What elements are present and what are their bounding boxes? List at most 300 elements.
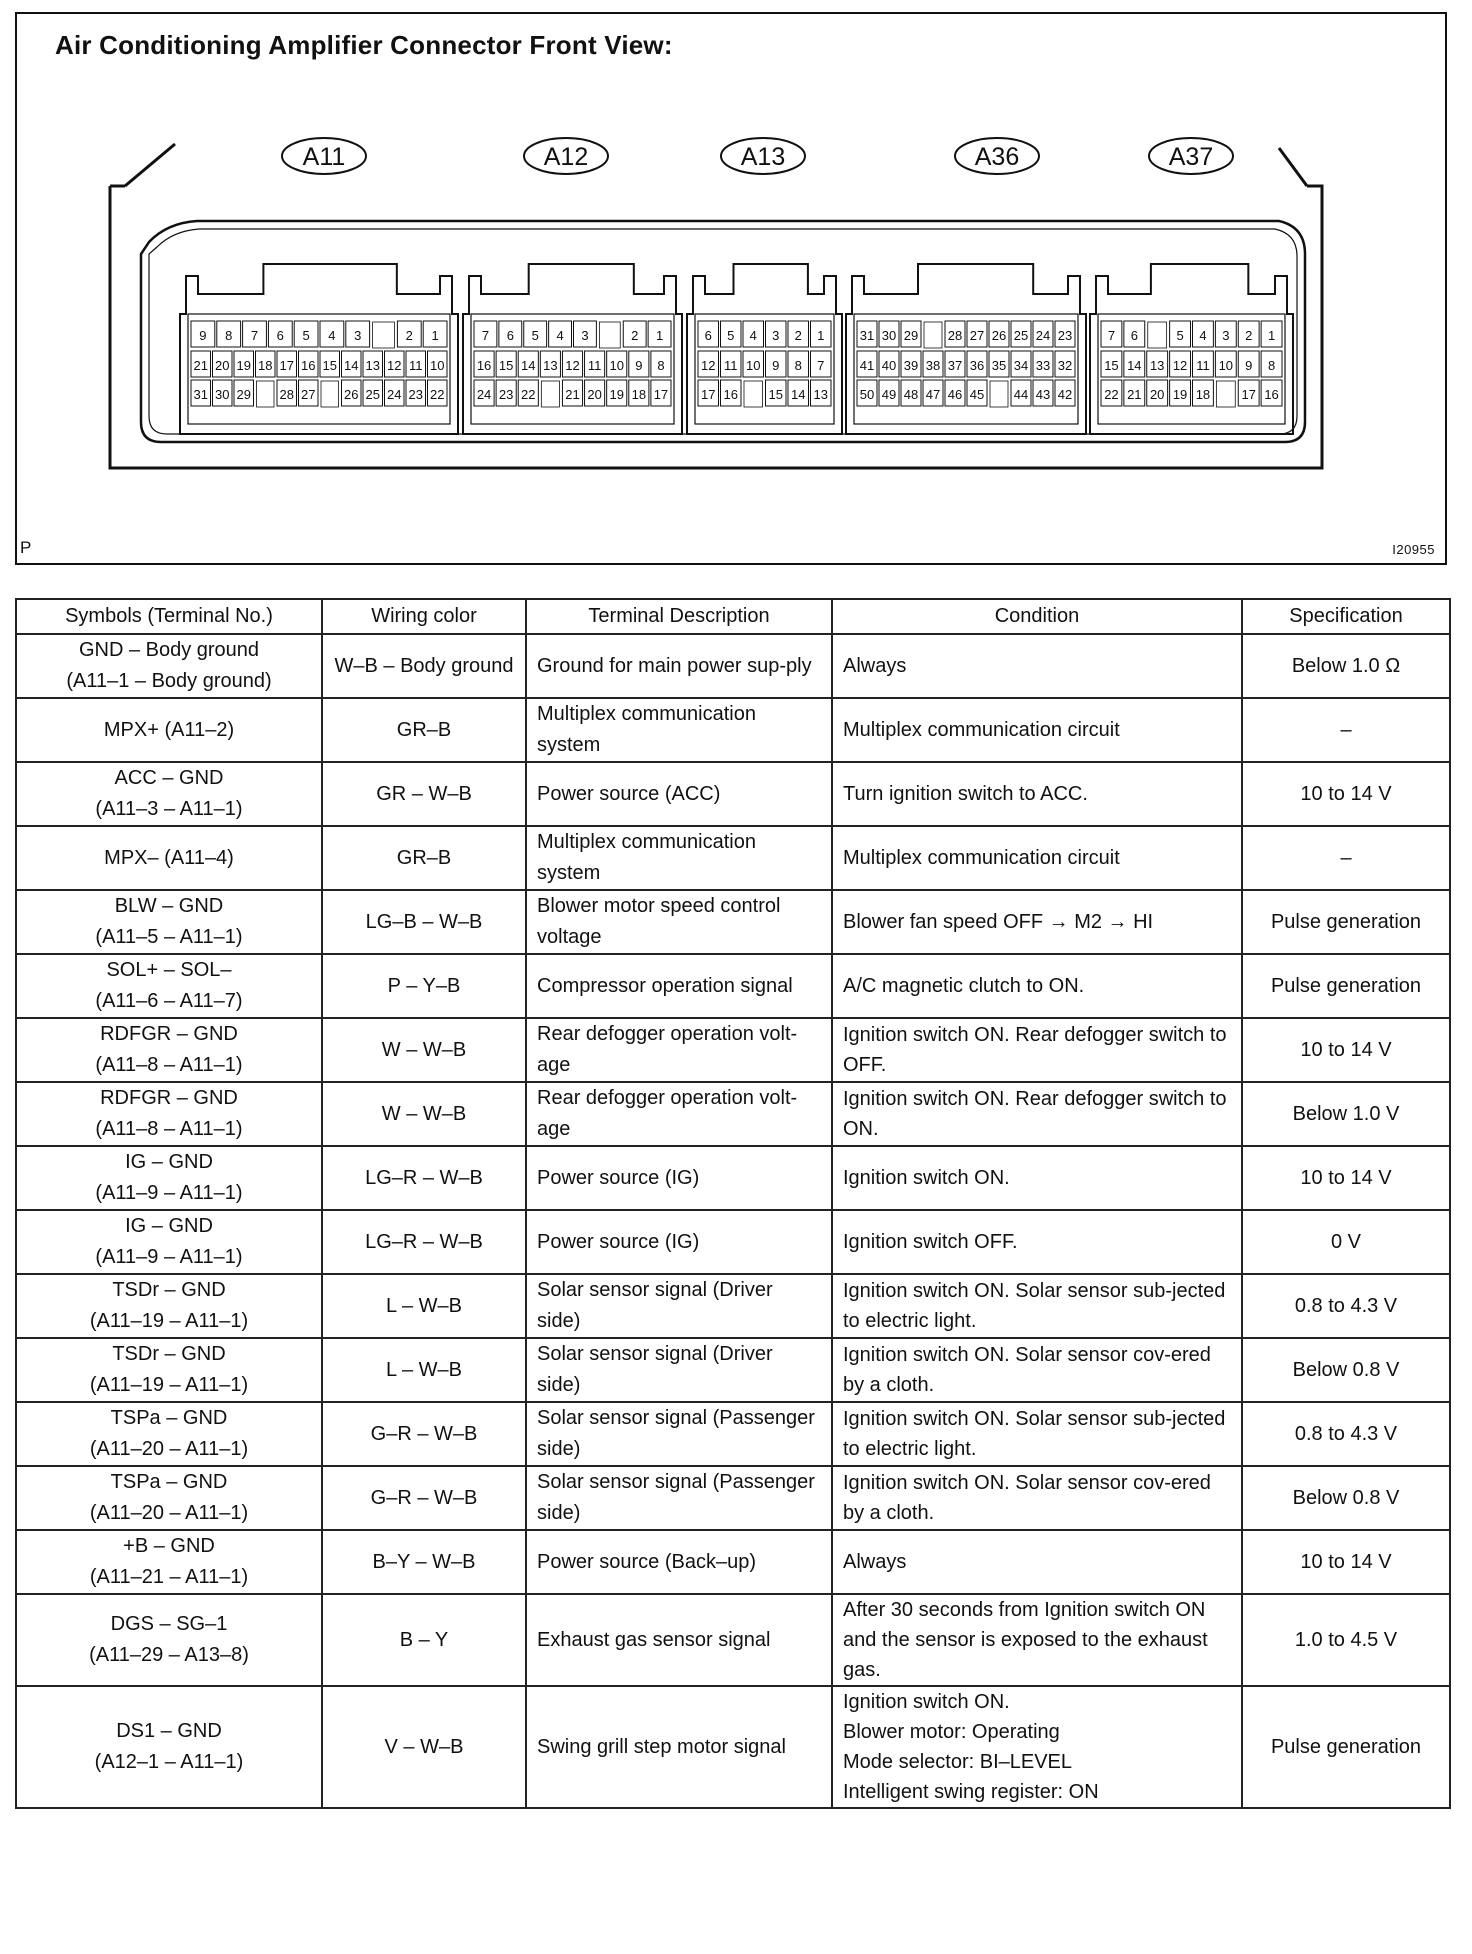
pin-number: 45 bbox=[969, 387, 985, 402]
symbol-line: (A11–9 – A11–1) bbox=[95, 1246, 243, 1268]
cell-terminal-description: Multiplex communication system bbox=[526, 698, 832, 762]
pin-number: 18 bbox=[1195, 387, 1211, 402]
cell-symbol bbox=[16, 1686, 322, 1808]
pin-number: 24 bbox=[387, 387, 402, 402]
cell-specification: – bbox=[1242, 698, 1450, 762]
cell-symbol bbox=[16, 698, 322, 762]
pin-number: 13 bbox=[1149, 358, 1165, 373]
pin-number: 1 bbox=[431, 328, 439, 343]
symbol-line: TSPa – GND bbox=[110, 1471, 228, 1493]
condition-line: Ignition switch ON. Rear defogger switch to ON. bbox=[843, 1088, 1227, 1140]
cell-specification: 10 to 14 V bbox=[1242, 1530, 1450, 1594]
pin-number: 5 bbox=[727, 328, 735, 343]
condition-line: Ignition switch ON. bbox=[843, 1691, 1010, 1713]
cell-wiring-color: W – W–B bbox=[322, 1018, 526, 1082]
cell-condition bbox=[832, 1146, 1242, 1210]
cell-terminal-description: Exhaust gas sensor signal bbox=[526, 1594, 832, 1686]
cell-terminal-description: Solar sensor signal (Driver side) bbox=[526, 1274, 832, 1338]
pin-blank bbox=[744, 381, 763, 407]
figure-code: I20955 bbox=[1392, 542, 1435, 557]
pin-number: 49 bbox=[881, 387, 897, 402]
connector-label: A37 bbox=[1168, 143, 1214, 171]
pin-blank bbox=[990, 381, 1008, 407]
symbol-line: IG – GND bbox=[125, 1151, 213, 1173]
pin-number: 37 bbox=[947, 358, 963, 373]
connector-diagram bbox=[17, 14, 1445, 563]
table-row bbox=[16, 1018, 1450, 1082]
connector-block bbox=[1090, 264, 1293, 434]
symbol-line: RDFGR – GND bbox=[100, 1023, 238, 1045]
pin-number: 10 bbox=[430, 358, 445, 373]
cell-specification: Below 1.0 Ω bbox=[1242, 634, 1450, 698]
pin-number: 5 bbox=[302, 328, 310, 343]
cell-symbol bbox=[16, 954, 322, 1018]
cell-specification: Below 0.8 V bbox=[1242, 1338, 1450, 1402]
connector-label: A36 bbox=[974, 143, 1020, 171]
cell-terminal-description: Multiplex communication system bbox=[526, 826, 832, 890]
pin-number: 28 bbox=[279, 387, 294, 402]
pin-number: 22 bbox=[430, 387, 445, 402]
pin-number: 16 bbox=[476, 358, 492, 373]
cell-symbol bbox=[16, 1210, 322, 1274]
condition-line: Always bbox=[843, 1551, 907, 1573]
cell-condition bbox=[832, 1594, 1242, 1686]
cell-condition bbox=[832, 762, 1242, 826]
pin-number: 28 bbox=[947, 328, 963, 343]
cell-terminal-description: Power source (IG) bbox=[526, 1210, 832, 1274]
pin-number: 20 bbox=[215, 358, 230, 373]
pin-number: 21 bbox=[1127, 387, 1142, 402]
pin-number: 22 bbox=[521, 387, 536, 402]
pin-number: 3 bbox=[581, 328, 589, 343]
pin-number: 16 bbox=[723, 387, 738, 402]
pin-number: 30 bbox=[881, 328, 897, 343]
condition-line: Ignition switch ON. Solar sensor cov-ered by a cloth. bbox=[843, 1344, 1211, 1396]
connector-block bbox=[687, 264, 842, 434]
cell-terminal-description: Rear defogger operation volt-age bbox=[526, 1082, 832, 1146]
pin-number: 12 bbox=[701, 358, 716, 373]
cell-condition bbox=[832, 1338, 1242, 1402]
pin-number: 14 bbox=[1127, 358, 1142, 373]
pin-number: 36 bbox=[969, 358, 985, 373]
cell-terminal-description: Solar sensor signal (Passenger side) bbox=[526, 1466, 832, 1530]
connector-block bbox=[463, 264, 682, 434]
pin-number: 15 bbox=[322, 358, 337, 373]
pin-blank bbox=[1216, 381, 1235, 407]
table-row bbox=[16, 1146, 1450, 1210]
pin-number: 15 bbox=[768, 387, 783, 402]
pin-number: 26 bbox=[344, 387, 359, 402]
cell-condition bbox=[832, 634, 1242, 698]
pin-number: 4 bbox=[556, 328, 564, 343]
figure-title: Air Conditioning Amplifier Connector Front View: bbox=[55, 30, 673, 60]
condition-line: Blower motor: Operating bbox=[843, 1721, 1060, 1743]
cell-symbol bbox=[16, 762, 322, 826]
symbol-line: (A12–1 – A11–1) bbox=[94, 1751, 244, 1773]
pin-number: 11 bbox=[409, 358, 423, 373]
symbol-line: (A11–19 – A11–1) bbox=[89, 1310, 249, 1332]
cell-specification: Below 0.8 V bbox=[1242, 1466, 1450, 1530]
condition-line: A/C magnetic clutch to ON. bbox=[843, 975, 1085, 997]
pin-number: 41 bbox=[859, 358, 875, 373]
pin-number: 12 bbox=[1172, 358, 1188, 373]
symbol-line: IG – GND bbox=[125, 1215, 213, 1237]
cell-wiring-color: LG–B – W–B bbox=[322, 890, 526, 954]
pin-number: 26 bbox=[991, 328, 1007, 343]
cell-symbol bbox=[16, 1146, 322, 1210]
table-row bbox=[16, 1274, 1450, 1338]
cell-wiring-color: G–R – W–B bbox=[322, 1402, 526, 1466]
condition-line: Ignition switch ON. Rear defogger switch to OFF. bbox=[843, 1024, 1227, 1076]
symbol-line: TSDr – GND bbox=[112, 1279, 226, 1301]
symbol-line: (A11–8 – A11–1) bbox=[95, 1118, 243, 1140]
pin-blank bbox=[257, 381, 275, 407]
connector-block bbox=[180, 264, 458, 434]
pin-number: 20 bbox=[587, 387, 602, 402]
symbol-line: MPX+ (A11–2) bbox=[103, 718, 235, 741]
table-row bbox=[16, 1530, 1450, 1594]
pin-number: 19 bbox=[609, 387, 624, 402]
pin-number: 21 bbox=[565, 387, 580, 402]
connector-label: A12 bbox=[543, 143, 589, 171]
symbol-line: (A11–19 – A11–1) bbox=[89, 1374, 249, 1396]
pin-number: 13 bbox=[813, 387, 828, 402]
cell-wiring-color: GR – W–B bbox=[322, 762, 526, 826]
cell-condition bbox=[832, 1466, 1242, 1530]
terminal-spec-table bbox=[15, 598, 1451, 1809]
pin-blank bbox=[373, 322, 395, 348]
cell-wiring-color: G–R – W–B bbox=[322, 1466, 526, 1530]
cell-condition bbox=[832, 1210, 1242, 1274]
pin-number: 8 bbox=[794, 358, 802, 373]
connector-cavity bbox=[695, 314, 834, 424]
cell-terminal-description: Solar sensor signal (Passenger side) bbox=[526, 1402, 832, 1466]
pin-blank bbox=[321, 381, 339, 407]
cell-specification: Pulse generation bbox=[1242, 890, 1450, 954]
table-row bbox=[16, 826, 1450, 890]
symbol-line: (A11–5 – A11–1) bbox=[95, 926, 243, 948]
pin-number: 13 bbox=[365, 358, 380, 373]
symbol-line: DS1 – GND bbox=[116, 1720, 222, 1742]
symbol-line: RDFGR – GND bbox=[100, 1087, 238, 1109]
pin-number: 10 bbox=[609, 358, 624, 373]
pin-number: 17 bbox=[1241, 387, 1256, 402]
cell-specification: – bbox=[1242, 826, 1450, 890]
pin-number: 10 bbox=[1218, 358, 1234, 373]
pin-number: 44 bbox=[1013, 387, 1029, 402]
condition-line: After 30 seconds from Ignition switch ON and the sensor is exposed to the exhaust gas. bbox=[843, 1599, 1208, 1681]
pin-number: 27 bbox=[301, 387, 316, 402]
pin-number: 27 bbox=[969, 328, 985, 343]
cell-terminal-description: Rear defogger operation volt-age bbox=[526, 1018, 832, 1082]
condition-line: Ignition switch ON. Solar sensor cov-ered by a cloth. bbox=[843, 1472, 1211, 1524]
connector-label: A11 bbox=[302, 143, 346, 171]
table-row bbox=[16, 634, 1450, 698]
cell-wiring-color: P – Y–B bbox=[322, 954, 526, 1018]
symbol-line: (A11–9 – A11–1) bbox=[95, 1182, 243, 1204]
pin-number: 5 bbox=[531, 328, 539, 343]
table-row bbox=[16, 1594, 1450, 1686]
cell-condition bbox=[832, 1018, 1242, 1082]
pin-number: 34 bbox=[1013, 358, 1029, 373]
symbol-line: (A11–3 – A11–1) bbox=[95, 798, 243, 820]
pin-number: 22 bbox=[1104, 387, 1119, 402]
pin-blank bbox=[541, 381, 559, 407]
cell-wiring-color: LG–R – W–B bbox=[322, 1146, 526, 1210]
pin-number: 4 bbox=[749, 328, 757, 343]
cell-condition bbox=[832, 890, 1242, 954]
cell-wiring-color: V – W–B bbox=[322, 1686, 526, 1808]
pin-number: 23 bbox=[1057, 328, 1073, 343]
condition-line: Always bbox=[843, 655, 907, 677]
table-row bbox=[16, 762, 1450, 826]
pin-number: 42 bbox=[1057, 387, 1073, 402]
pin-number: 40 bbox=[881, 358, 897, 373]
pin-number: 32 bbox=[1057, 358, 1073, 373]
pin-number: 12 bbox=[387, 358, 402, 373]
cell-terminal-description: Power source (Back–up) bbox=[526, 1530, 832, 1594]
condition-line: Intelligent swing register: ON bbox=[843, 1781, 1099, 1803]
pin-number: 2 bbox=[405, 328, 413, 343]
pin-number: 19 bbox=[1172, 387, 1188, 402]
pin-number: 4 bbox=[1199, 328, 1207, 343]
cell-symbol bbox=[16, 1082, 322, 1146]
pin-number: 31 bbox=[859, 328, 875, 343]
cell-condition bbox=[832, 1274, 1242, 1338]
condition-line: Ignition switch OFF. bbox=[843, 1231, 1018, 1253]
symbol-line: TSDr – GND bbox=[112, 1343, 226, 1365]
pin-number: 2 bbox=[1245, 328, 1253, 343]
pin-number: 33 bbox=[1035, 358, 1051, 373]
pin-number: 1 bbox=[1267, 328, 1276, 343]
symbol-line: (A11–8 – A11–1) bbox=[95, 1054, 243, 1076]
pin-blank bbox=[599, 322, 620, 348]
pin-number: 6 bbox=[1130, 328, 1138, 343]
housing-left-ear bbox=[125, 144, 175, 186]
pin-number: 15 bbox=[1104, 358, 1119, 373]
symbol-line: ACC – GND bbox=[114, 767, 224, 789]
cell-specification: Pulse generation bbox=[1242, 954, 1450, 1018]
condition-line: Mode selector: BI–LEVEL bbox=[843, 1751, 1073, 1773]
cell-specification: 0.8 to 4.3 V bbox=[1242, 1402, 1450, 1466]
header-specification: Specification bbox=[1242, 599, 1450, 634]
symbol-line: BLW – GND bbox=[114, 895, 224, 917]
pin-number: 17 bbox=[279, 358, 294, 373]
pin-number: 24 bbox=[476, 387, 492, 402]
cell-wiring-color: L – W–B bbox=[322, 1338, 526, 1402]
symbol-line: (A11–20 – A11–1) bbox=[89, 1438, 249, 1460]
cell-specification: 10 to 14 V bbox=[1242, 1018, 1450, 1082]
pin-number: 9 bbox=[635, 358, 643, 373]
pin-number: 5 bbox=[1176, 328, 1184, 343]
connector-block bbox=[846, 264, 1086, 434]
cell-symbol bbox=[16, 1274, 322, 1338]
connector-label: A13 bbox=[740, 143, 786, 171]
condition-line: Ignition switch ON. Solar sensor sub-jected to electric light. bbox=[843, 1408, 1226, 1460]
cell-terminal-description: Blower motor speed control voltage bbox=[526, 890, 832, 954]
pin-number: 6 bbox=[704, 328, 712, 343]
pin-number: 25 bbox=[365, 387, 380, 402]
pin-number: 29 bbox=[903, 328, 919, 343]
cell-symbol bbox=[16, 1466, 322, 1530]
cell-condition bbox=[832, 1402, 1242, 1466]
pin-number: 7 bbox=[250, 328, 259, 343]
condition-line: Blower fan speed OFF → M2 → HI bbox=[843, 911, 1154, 933]
pin-number: 18 bbox=[258, 358, 273, 373]
pin-number: 38 bbox=[925, 358, 941, 373]
cell-terminal-description: Ground for main power sup-ply bbox=[526, 634, 832, 698]
pin-number: 7 bbox=[1107, 328, 1116, 343]
pin-number: 8 bbox=[1267, 358, 1276, 373]
pin-number: 4 bbox=[328, 328, 336, 343]
cell-symbol bbox=[16, 826, 322, 890]
pin-number: 17 bbox=[701, 387, 716, 402]
pin-number: 9 bbox=[1245, 358, 1253, 373]
symbol-line: +B – GND bbox=[123, 1535, 215, 1557]
pin-number: 14 bbox=[521, 358, 536, 373]
pin-number: 11 bbox=[724, 358, 738, 373]
table-row bbox=[16, 954, 1450, 1018]
pin-number: 25 bbox=[1013, 328, 1029, 343]
connector-figure bbox=[15, 12, 1447, 565]
symbol-line: (A11–1 – Body ground) bbox=[66, 670, 272, 692]
pin-number: 31 bbox=[193, 387, 208, 402]
table-row bbox=[16, 1466, 1450, 1530]
pin-number: 16 bbox=[1264, 387, 1279, 402]
cell-wiring-color: L – W–B bbox=[322, 1274, 526, 1338]
cell-wiring-color: GR–B bbox=[322, 826, 526, 890]
cell-symbol bbox=[16, 634, 322, 698]
cell-wiring-color: LG–R – W–B bbox=[322, 1210, 526, 1274]
cell-condition bbox=[832, 698, 1242, 762]
condition-line: Ignition switch ON. bbox=[843, 1167, 1010, 1189]
pin-number: 11 bbox=[1196, 358, 1210, 373]
cell-wiring-color: B – Y bbox=[322, 1594, 526, 1686]
pin-number: 16 bbox=[301, 358, 316, 373]
cell-specification: 0.8 to 4.3 V bbox=[1242, 1274, 1450, 1338]
symbol-line: GND – Body ground bbox=[78, 639, 260, 661]
cell-condition bbox=[832, 826, 1242, 890]
cell-symbol bbox=[16, 1402, 322, 1466]
cell-symbol bbox=[16, 1530, 322, 1594]
cell-terminal-description: Power source (IG) bbox=[526, 1146, 832, 1210]
header-terminal-description: Terminal Description bbox=[526, 599, 832, 634]
symbol-line: DGS – SG–1 bbox=[110, 1613, 228, 1635]
cell-specification: 10 to 14 V bbox=[1242, 1146, 1450, 1210]
cell-terminal-description: Solar sensor signal (Driver side) bbox=[526, 1338, 832, 1402]
table-row bbox=[16, 698, 1450, 762]
connector-cavity bbox=[1098, 314, 1285, 424]
pin-number: 43 bbox=[1035, 387, 1051, 402]
cell-condition bbox=[832, 1686, 1242, 1808]
pin-number: 19 bbox=[236, 358, 251, 373]
cell-wiring-color: W – W–B bbox=[322, 1082, 526, 1146]
cell-specification: 1.0 to 4.5 V bbox=[1242, 1594, 1450, 1686]
cell-condition bbox=[832, 1530, 1242, 1594]
symbol-line: (A11–21 – A11–1) bbox=[89, 1566, 249, 1588]
pin-number: 7 bbox=[481, 328, 490, 343]
pin-number: 3 bbox=[354, 328, 362, 343]
pin-number: 8 bbox=[657, 358, 665, 373]
cell-specification: Pulse generation bbox=[1242, 1686, 1450, 1808]
pin-number: 1 bbox=[655, 328, 664, 343]
pin-number: 9 bbox=[199, 328, 207, 343]
cell-terminal-description: Power source (ACC) bbox=[526, 762, 832, 826]
condition-line: Turn ignition switch to ACC. bbox=[843, 783, 1088, 805]
pin-number: 6 bbox=[276, 328, 284, 343]
condition-line: Ignition switch ON. Solar sensor sub-jected to electric light. bbox=[843, 1280, 1226, 1332]
pin-number: 46 bbox=[947, 387, 963, 402]
pin-number: 2 bbox=[631, 328, 639, 343]
symbol-line: (A11–20 – A11–1) bbox=[89, 1502, 249, 1524]
pin-number: 14 bbox=[791, 387, 806, 402]
cell-wiring-color: GR–B bbox=[322, 698, 526, 762]
header-wiring-color: Wiring color bbox=[322, 599, 526, 634]
symbol-line: SOL+ – SOL– bbox=[106, 959, 232, 981]
pin-number: 9 bbox=[772, 358, 780, 373]
pin-number: 14 bbox=[344, 358, 359, 373]
table-header-row bbox=[16, 599, 1450, 634]
cell-specification: Below 1.0 V bbox=[1242, 1082, 1450, 1146]
pin-number: 20 bbox=[1149, 387, 1165, 402]
pin-number: 11 bbox=[587, 358, 602, 373]
condition-line: Multiplex communication circuit bbox=[843, 719, 1120, 741]
table-row bbox=[16, 1402, 1450, 1466]
condition-line: Multiplex communication circuit bbox=[843, 847, 1120, 869]
pin-number: 15 bbox=[498, 358, 514, 373]
cell-wiring-color: W–B – Body ground bbox=[322, 634, 526, 698]
table-row bbox=[16, 1210, 1450, 1274]
pin-number: 18 bbox=[631, 387, 647, 402]
pin-number: 35 bbox=[991, 358, 1007, 373]
pin-number: 39 bbox=[903, 358, 919, 373]
pin-number: 17 bbox=[653, 387, 669, 402]
symbol-line: (A11–29 – A13–8) bbox=[89, 1644, 249, 1666]
cell-symbol bbox=[16, 1018, 322, 1082]
cell-wiring-color: B–Y – W–B bbox=[322, 1530, 526, 1594]
symbol-line: (A11–6 – A11–7) bbox=[95, 990, 243, 1012]
housing-right-ear bbox=[1279, 148, 1307, 186]
pin-number: 50 bbox=[859, 387, 875, 402]
pin-number: 7 bbox=[817, 358, 825, 373]
pin-number: 21 bbox=[193, 358, 208, 373]
pin-number: 24 bbox=[1035, 328, 1051, 343]
header-symbols: Symbols (Terminal No.) bbox=[16, 599, 322, 634]
pin-number: 30 bbox=[215, 387, 230, 402]
pin-number: 29 bbox=[236, 387, 251, 402]
pin-number: 12 bbox=[565, 358, 580, 373]
pin-number: 47 bbox=[925, 387, 941, 402]
cell-symbol bbox=[16, 1594, 322, 1686]
pin-number: 48 bbox=[903, 387, 919, 402]
table-row bbox=[16, 1082, 1450, 1146]
pin-number: 3 bbox=[772, 328, 780, 343]
cell-condition bbox=[832, 1082, 1242, 1146]
pin-blank bbox=[924, 322, 942, 348]
cell-symbol bbox=[16, 1338, 322, 1402]
pin-number: 10 bbox=[746, 358, 761, 373]
table-row bbox=[16, 1686, 1450, 1808]
pin-number: 23 bbox=[498, 387, 514, 402]
symbol-line: TSPa – GND bbox=[110, 1407, 228, 1429]
pin-number: 8 bbox=[225, 328, 233, 343]
pin-number: 23 bbox=[408, 387, 423, 402]
pin-blank bbox=[1148, 322, 1167, 348]
cell-specification: 10 to 14 V bbox=[1242, 762, 1450, 826]
table-body bbox=[16, 634, 1450, 1808]
cell-symbol bbox=[16, 890, 322, 954]
header-condition: Condition bbox=[832, 599, 1242, 634]
